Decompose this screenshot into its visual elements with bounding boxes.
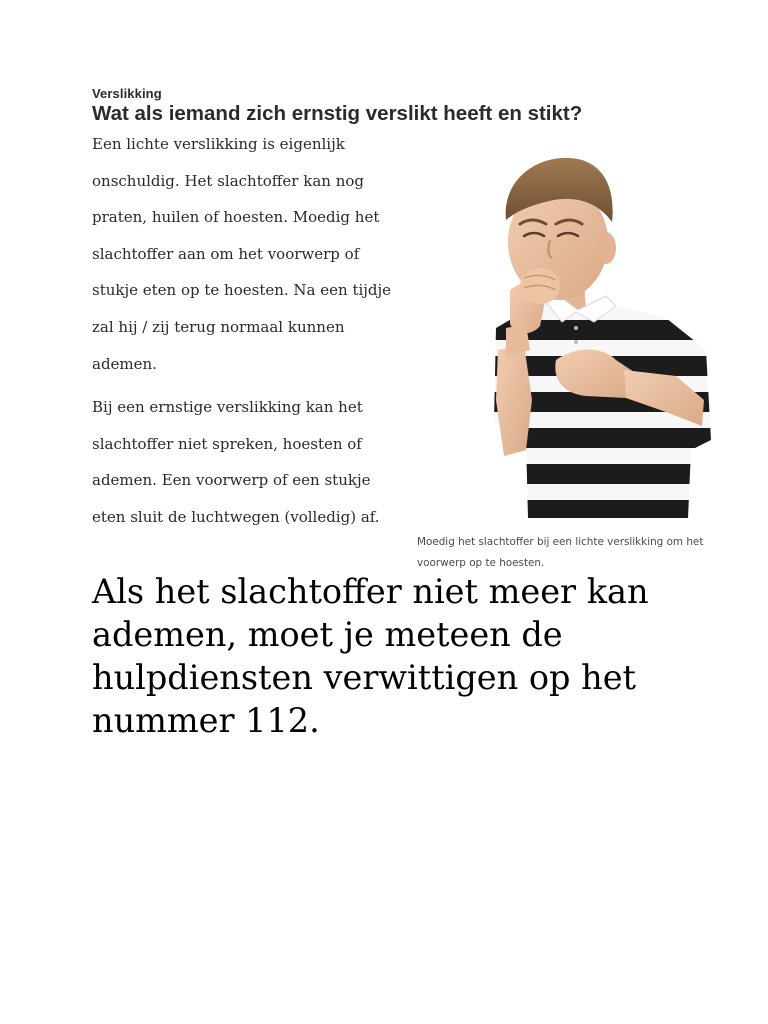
- page-title: Wat als iemand zich ernstig verslikt heeft en stikt?: [92, 102, 583, 125]
- paragraph-line: Bij een ernstige verslikking kan het: [92, 398, 363, 416]
- paragraph-line: Een lichte verslikking is eigenlijk: [92, 135, 345, 153]
- caption-line: voorwerp op te hoesten.: [417, 557, 545, 569]
- paragraph-line: eten sluit de luchtwegen (volledig) af.: [92, 507, 380, 526]
- paragraph-light-choking: [92, 126, 392, 382]
- photo-caption: [417, 532, 727, 574]
- paragraph-line: stukje eten op te hoesten. Na een tijdje: [92, 281, 392, 300]
- callout-line: nummer 112.: [92, 701, 320, 740]
- emergency-callout: [92, 570, 712, 742]
- paragraph-severe-choking: [92, 389, 392, 535]
- section-kicker: Verslikking: [92, 86, 162, 101]
- callout-line: Als het slachtoffer niet meer kan: [92, 572, 649, 611]
- paragraph-line: praten, huilen of hoesten. Moedig het: [92, 208, 380, 227]
- coughing-boy-photo: [466, 150, 718, 518]
- paragraph-line: slachtoffer aan om het voorwerp of: [92, 244, 360, 263]
- callout-line: ademen, moet je meteen de: [92, 615, 563, 654]
- callout-line: hulpdiensten verwittigen op het: [92, 658, 636, 697]
- paragraph-line: slachtoffer niet spreken, hoesten of: [92, 434, 362, 453]
- paragraph-line: ademen. Een voorwerp of een stukje: [92, 471, 371, 490]
- paragraph-line: onschuldig. Het slachtoffer kan nog: [92, 171, 364, 190]
- paragraph-line: zal hij / zij terug normaal kunnen: [92, 317, 345, 336]
- paragraph-line: ademen.: [92, 354, 157, 373]
- caption-line: Moedig het slachtoffer bij een lichte verslikking om het: [417, 536, 704, 548]
